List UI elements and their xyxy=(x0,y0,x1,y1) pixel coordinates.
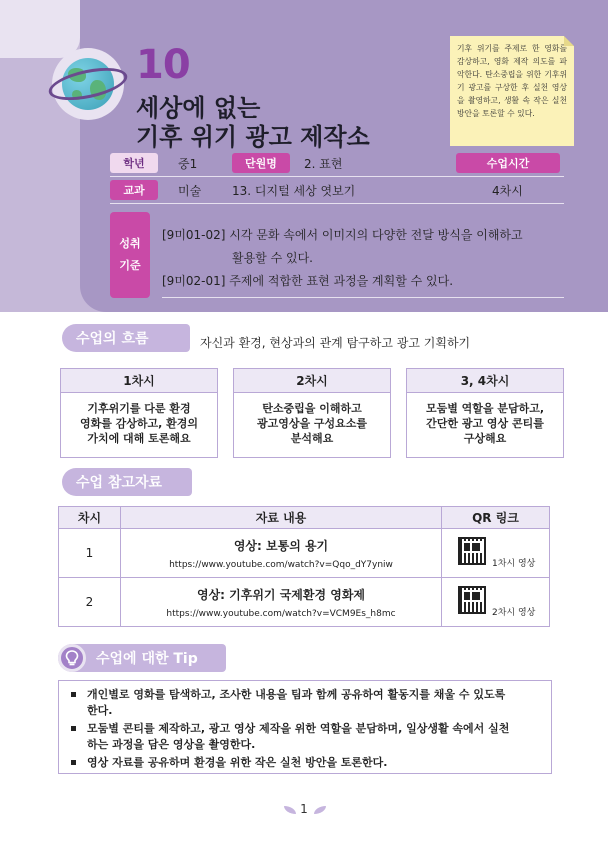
flow-step-3 xyxy=(406,368,564,458)
meta-divider xyxy=(110,203,564,204)
reference-url[interactable]: https://www.youtube.com/watch?v=VCM9Es_h8mc xyxy=(166,608,396,619)
references-section-tab xyxy=(62,468,192,496)
flow-step-body xyxy=(61,393,217,446)
class-time-value: 4차시 xyxy=(492,184,523,198)
session-cell: 2 xyxy=(59,578,121,627)
tip-text: 하는 과정을 담은 영상을 촬영한다. xyxy=(87,738,256,751)
standard-line2: 활용할 수 있다. xyxy=(232,251,313,265)
column-header-qr: QR 링크 xyxy=(442,507,550,529)
subject-label: 교과 xyxy=(110,180,158,200)
tip-text: 영상 자료를 공유하며 환경을 위한 작은 실천 방안을 토론한다. xyxy=(87,756,388,769)
page-number: 1 xyxy=(300,802,308,816)
flow-step-text: 구상해요 xyxy=(463,432,507,445)
flow-step-text: 간단한 광고 영상 콘티를 xyxy=(426,417,544,430)
flow-step-1 xyxy=(60,368,218,458)
lightbulb-icon xyxy=(58,644,86,672)
column-header-session: 차시 xyxy=(59,507,121,529)
reference-title: 영상: 보통의 용기 xyxy=(233,538,329,553)
session-cell: 1 xyxy=(59,529,121,578)
unit-detail-value: 13. 디지털 세상 엿보기 xyxy=(232,184,356,198)
reference-url[interactable]: https://www.youtube.com/watch?v=Qqo_dY7yniw xyxy=(169,559,393,570)
table-row xyxy=(59,529,550,578)
flow-step-text: 기후위기를 다룬 환경 xyxy=(87,402,191,415)
tip-text: 개인별로 영화를 탐색하고, 조사한 내용을 팀과 함께 공유하여 활동지를 채울 수 있도록 xyxy=(87,688,506,701)
qr-code-icon[interactable] xyxy=(458,537,486,565)
flow-step-heading: 1차시 xyxy=(61,369,217,393)
tips-section-label: 수업에 대한 Tip xyxy=(96,651,198,667)
flow-step-body xyxy=(407,393,563,446)
flow-step-text: 광고영상을 구성요소를 xyxy=(256,417,368,430)
header-corner-decoration xyxy=(0,0,80,58)
tip-item xyxy=(67,755,543,771)
flow-step-text: 모둠별 역할을 분담하고, xyxy=(425,402,545,415)
flow-step-heading: 2차시 xyxy=(234,369,390,393)
achievement-label-line2: 기준 xyxy=(119,259,141,272)
tips-box xyxy=(58,680,552,774)
flow-step-text: 분석해요 xyxy=(290,432,334,445)
tip-item xyxy=(67,687,543,719)
subject-value: 미술 xyxy=(178,184,202,198)
references-section-label: 수업 참고자료 xyxy=(76,475,163,491)
tip-item xyxy=(67,721,543,753)
lesson-number: 10 xyxy=(136,42,190,88)
grade-label: 학년 xyxy=(110,153,158,173)
references-table xyxy=(58,506,550,627)
column-header-content: 자료 내용 xyxy=(121,507,442,529)
reference-title: 영상: 기후위기 국제환경 영화제 xyxy=(196,587,366,602)
flow-section-tab xyxy=(62,324,190,352)
achievement-standard-label xyxy=(110,212,150,298)
qr-cell xyxy=(442,529,550,578)
lesson-title-line2: 기후 위기 광고 제작소 xyxy=(136,123,370,151)
achievement-label-line1: 성취 xyxy=(119,237,141,250)
flow-step-text: 탄소중립을 이해하고 xyxy=(262,402,362,415)
standard-line3: [9미02-01] 주제에 적합한 표현 과정을 계획할 수 있다. xyxy=(162,274,454,288)
qr-cell xyxy=(442,578,550,627)
qr-label: 1차시 영상 xyxy=(492,559,536,569)
flow-step-text: 영화를 감상하고, 환경의 xyxy=(79,417,199,430)
flow-step-text: 가치에 대해 토론해요 xyxy=(87,432,191,445)
qr-code-icon[interactable] xyxy=(458,586,486,614)
flow-section-label: 수업의 흐름 xyxy=(76,331,149,347)
grade-value: 중1 xyxy=(178,157,198,171)
standards-divider xyxy=(162,297,564,298)
unit-label: 단원명 xyxy=(232,153,290,173)
meta-divider xyxy=(110,176,564,177)
lesson-title-line1: 세상에 없는 xyxy=(136,94,261,122)
content-cell xyxy=(121,578,442,627)
tip-text: 모둠별 콘티를 제작하고, 광고 영상 제작을 위한 역할을 분담하며, 일상생활 속에서 실천 xyxy=(87,722,510,735)
qr-label: 2차시 영상 xyxy=(492,608,536,618)
table-row xyxy=(59,578,550,627)
flow-step-2 xyxy=(233,368,391,458)
flow-step-heading: 3, 4차시 xyxy=(407,369,563,393)
flow-description: 자신과 환경, 현상과의 관계 탐구하고 광고 기획하기 xyxy=(200,336,471,350)
standard-line1: [9미01-02] 시각 문화 속에서 이미지의 다양한 전달 방식을 이해하고 xyxy=(162,228,523,242)
tips-section-tab xyxy=(58,644,226,672)
table-header-row xyxy=(59,507,550,529)
lesson-summary-note: 기후 위기를 주제로 한 영화를 감상하고, 영화 제작 의도를 파악한다. 탄소중립을 위한 기후위기 광고를 구상한 후 실천 영상을 촬영하고, 생활 속 작은 실천 방안을 토론할 수 있다. xyxy=(450,36,574,146)
flow-step-body xyxy=(234,393,390,446)
class-time-label: 수업시간 xyxy=(456,153,560,173)
lesson-header xyxy=(0,0,608,320)
unit-value: 2. 표현 xyxy=(304,157,343,171)
tip-text: 한다. xyxy=(87,704,113,717)
content-cell xyxy=(121,529,442,578)
